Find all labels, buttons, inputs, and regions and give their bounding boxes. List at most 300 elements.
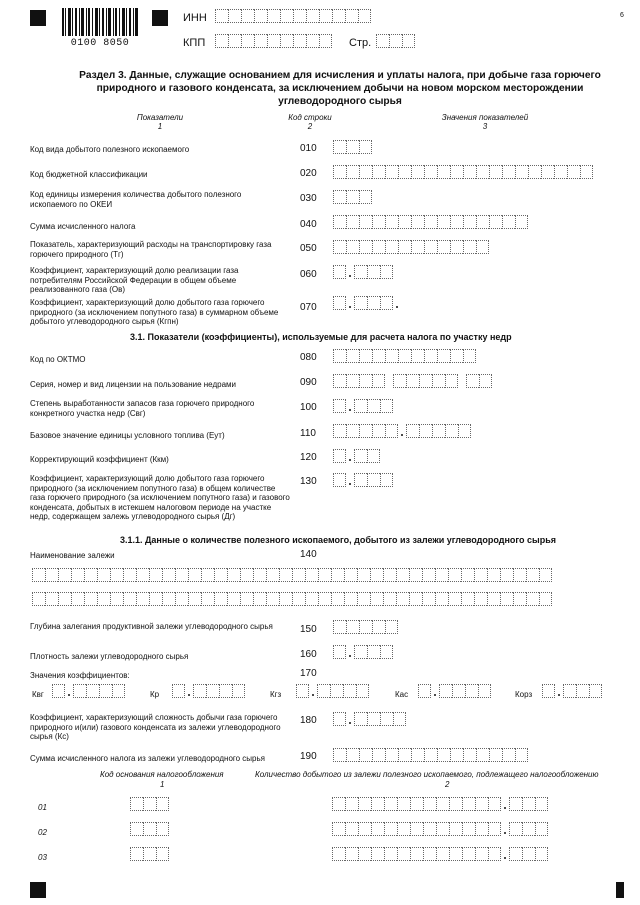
entry-cell[interactable] [253,592,266,606]
entry-cell[interactable] [385,215,398,229]
entry-cell[interactable] [539,592,552,606]
entry-cell[interactable] [397,847,410,861]
entry-cell[interactable] [424,748,437,762]
entry-cell[interactable] [333,748,346,762]
entry-cell[interactable] [359,190,372,204]
entry-cell[interactable] [346,374,359,388]
entry-cell[interactable] [515,165,528,179]
entry-cell[interactable] [333,712,346,726]
entry-cell[interactable] [345,797,358,811]
entry-cell[interactable] [136,592,149,606]
entry-cell[interactable] [462,797,475,811]
entry-cell[interactable] [296,684,309,698]
entry-cell[interactable] [317,684,330,698]
entry-cell[interactable] [450,215,463,229]
entry-cell[interactable] [305,568,318,582]
entry-cell[interactable] [385,424,398,438]
entry-cell[interactable] [539,568,552,582]
entry-cell[interactable] [143,797,156,811]
entry-cell[interactable] [266,568,279,582]
entry-cell[interactable] [344,568,357,582]
deposit-name-field-line-1[interactable] [32,568,552,582]
entry-cell[interactable] [396,568,409,582]
entry-cell[interactable] [489,215,502,229]
entry-cell[interactable] [463,748,476,762]
entry-cell[interactable] [475,797,488,811]
entry-cell[interactable] [331,568,344,582]
entry-cell[interactable] [448,592,461,606]
kpp-field[interactable] [215,34,332,48]
entry-cell[interactable] [576,684,589,698]
entry-cell[interactable] [435,592,448,606]
entry-cell[interactable] [214,568,227,582]
entry-cell[interactable] [123,592,136,606]
entry-cell[interactable] [358,847,371,861]
entry-cell[interactable] [398,748,411,762]
entry-cell[interactable] [359,165,372,179]
row-060-field[interactable] [333,265,393,279]
deposit-name-field-line-2[interactable] [32,592,552,606]
entry-cell[interactable] [418,684,431,698]
entry-cell[interactable] [156,822,169,836]
entry-cell[interactable] [332,847,345,861]
entry-cell[interactable] [354,645,367,659]
entry-cell[interactable] [130,847,143,861]
entry-cell[interactable] [110,568,123,582]
entry-cell[interactable] [227,592,240,606]
entry-cell[interactable] [86,684,99,698]
entry-cell[interactable] [45,592,58,606]
entry-cell[interactable] [293,9,306,23]
entry-cell[interactable] [423,847,436,861]
entry-cell[interactable] [354,449,367,463]
entry-cell[interactable] [463,165,476,179]
row-090-field[interactable] [333,374,492,388]
entry-cell[interactable] [73,684,86,698]
entry-cell[interactable] [372,374,385,388]
entry-cell[interactable] [215,34,228,48]
entry-cell[interactable] [411,165,424,179]
entry-cell[interactable] [333,399,346,413]
entry-cell[interactable] [410,822,423,836]
entry-cell[interactable] [445,374,458,388]
entry-cell[interactable] [487,592,500,606]
entry-cell[interactable] [436,797,449,811]
entry-cell[interactable] [478,684,491,698]
entry-cell[interactable] [458,424,471,438]
entry-cell[interactable] [279,568,292,582]
entry-cell[interactable] [489,748,502,762]
row-180-field[interactable] [333,712,406,726]
entry-cell[interactable] [123,568,136,582]
entry-cell[interactable] [432,374,445,388]
entry-cell[interactable] [306,9,319,23]
entry-cell[interactable] [398,215,411,229]
entry-cell[interactable] [372,215,385,229]
entry-cell[interactable] [502,165,515,179]
entry-cell[interactable] [346,424,359,438]
entry-cell[interactable] [356,684,369,698]
page-field[interactable] [376,34,415,48]
entry-cell[interactable] [333,190,346,204]
entry-cell[interactable] [437,349,450,363]
entry-cell[interactable] [332,822,345,836]
entry-cell[interactable] [97,592,110,606]
entry-cell[interactable] [367,399,380,413]
entry-cell[interactable] [371,847,384,861]
entry-cell[interactable] [580,165,593,179]
entry-cell[interactable] [502,215,515,229]
entry-cell[interactable] [410,797,423,811]
entry-cell[interactable] [488,847,501,861]
entry-cell[interactable] [367,449,380,463]
entry-cell[interactable] [424,349,437,363]
entry-cell[interactable] [305,592,318,606]
entry-cell[interactable] [367,296,380,310]
entry-cell[interactable] [528,165,541,179]
entry-cell[interactable] [488,822,501,836]
entry-cell[interactable] [424,240,437,254]
row-100-field[interactable] [333,399,393,413]
entry-cell[interactable] [449,847,462,861]
entry-cell[interactable] [380,265,393,279]
entry-cell[interactable] [228,34,241,48]
entry-cell[interactable] [359,374,372,388]
entry-cell[interactable] [411,215,424,229]
entry-cell[interactable] [463,349,476,363]
entry-cell[interactable] [383,568,396,582]
entry-cell[interactable] [462,822,475,836]
entry-cell[interactable] [372,165,385,179]
entry-cell[interactable] [333,473,346,487]
entry-cell[interactable] [343,684,356,698]
entry-cell[interactable] [450,240,463,254]
entry-cell[interactable] [461,568,474,582]
entry-cell[interactable] [380,473,393,487]
entry-cell[interactable] [32,592,45,606]
entry-cell[interactable] [384,797,397,811]
row-040-field[interactable] [333,215,528,229]
entry-cell[interactable] [436,822,449,836]
coef-kgz-field[interactable] [296,684,369,698]
entry-cell[interactable] [333,424,346,438]
entry-cell[interactable] [371,797,384,811]
entry-cell[interactable] [175,592,188,606]
entry-cell[interactable] [280,9,293,23]
entry-cell[interactable] [162,592,175,606]
entry-cell[interactable] [385,240,398,254]
entry-cell[interactable] [522,847,535,861]
entry-cell[interactable] [333,620,346,634]
entry-cell[interactable] [293,34,306,48]
entry-cell[interactable] [437,240,450,254]
entry-cell[interactable] [345,847,358,861]
entry-cell[interactable] [509,847,522,861]
entry-cell[interactable] [541,165,554,179]
entry-cell[interactable] [332,9,345,23]
entry-cell[interactable] [266,592,279,606]
entry-cell[interactable] [542,684,555,698]
entry-cell[interactable] [409,568,422,582]
table-row-02-amount-field[interactable] [332,822,548,836]
entry-cell[interactable] [253,568,266,582]
entry-cell[interactable] [227,568,240,582]
entry-cell[interactable] [267,34,280,48]
coef-kr-field[interactable] [172,684,245,698]
entry-cell[interactable] [201,568,214,582]
entry-cell[interactable] [333,449,346,463]
entry-cell[interactable] [143,847,156,861]
entry-cell[interactable] [149,592,162,606]
entry-cell[interactable] [240,568,253,582]
entry-cell[interactable] [554,165,567,179]
entry-cell[interactable] [526,568,539,582]
coef-kvg-field[interactable] [52,684,125,698]
entry-cell[interactable] [450,165,463,179]
entry-cell[interactable] [97,568,110,582]
entry-cell[interactable] [99,684,112,698]
entry-cell[interactable] [452,684,465,698]
entry-cell[interactable] [475,847,488,861]
coef-korz-field[interactable] [542,684,602,698]
entry-cell[interactable] [149,568,162,582]
entry-cell[interactable] [380,296,393,310]
entry-cell[interactable] [333,374,346,388]
entry-cell[interactable] [488,797,501,811]
entry-cell[interactable] [445,424,458,438]
entry-cell[interactable] [130,822,143,836]
entry-cell[interactable] [535,822,548,836]
entry-cell[interactable] [319,9,332,23]
entry-cell[interactable] [439,684,452,698]
entry-cell[interactable] [385,349,398,363]
entry-cell[interactable] [279,592,292,606]
entry-cell[interactable] [389,34,402,48]
entry-cell[interactable] [267,9,280,23]
entry-cell[interactable] [385,748,398,762]
entry-cell[interactable] [398,165,411,179]
entry-cell[interactable] [466,374,479,388]
entry-cell[interactable] [45,568,58,582]
entry-cell[interactable] [346,240,359,254]
entry-cell[interactable] [130,797,143,811]
inn-field[interactable] [215,9,371,23]
entry-cell[interactable] [84,592,97,606]
entry-cell[interactable] [450,349,463,363]
entry-cell[interactable] [254,9,267,23]
entry-cell[interactable] [346,748,359,762]
entry-cell[interactable] [359,140,372,154]
entry-cell[interactable] [254,34,267,48]
entry-cell[interactable] [331,592,344,606]
row-050-field[interactable] [333,240,489,254]
entry-cell[interactable] [475,822,488,836]
entry-cell[interactable] [515,215,528,229]
entry-cell[interactable] [206,684,219,698]
entry-cell[interactable] [509,822,522,836]
entry-cell[interactable] [354,473,367,487]
entry-cell[interactable] [398,349,411,363]
entry-cell[interactable] [172,684,185,698]
entry-cell[interactable] [201,592,214,606]
entry-cell[interactable] [424,215,437,229]
entry-cell[interactable] [423,822,436,836]
entry-cell[interactable] [219,684,232,698]
entry-cell[interactable] [398,240,411,254]
entry-cell[interactable] [354,296,367,310]
entry-cell[interactable] [435,568,448,582]
entry-cell[interactable] [371,822,384,836]
entry-cell[interactable] [346,140,359,154]
entry-cell[interactable] [306,34,319,48]
entry-cell[interactable] [357,568,370,582]
entry-cell[interactable] [385,620,398,634]
entry-cell[interactable] [354,712,367,726]
entry-cell[interactable] [522,797,535,811]
entry-cell[interactable] [423,797,436,811]
entry-cell[interactable] [193,684,206,698]
entry-cell[interactable] [422,592,435,606]
entry-cell[interactable] [461,592,474,606]
entry-cell[interactable] [397,822,410,836]
entry-cell[interactable] [84,568,97,582]
entry-cell[interactable] [354,399,367,413]
row-190-field[interactable] [333,748,528,762]
entry-cell[interactable] [346,620,359,634]
entry-cell[interactable] [380,712,393,726]
entry-cell[interactable] [333,349,346,363]
row-130-field[interactable] [333,473,393,487]
entry-cell[interactable] [372,748,385,762]
entry-cell[interactable] [476,748,489,762]
row-160-field[interactable] [333,645,393,659]
entry-cell[interactable] [112,684,125,698]
entry-cell[interactable] [411,748,424,762]
entry-cell[interactable] [535,797,548,811]
entry-cell[interactable] [437,215,450,229]
entry-cell[interactable] [358,822,371,836]
entry-cell[interactable] [358,9,371,23]
row-080-field[interactable] [333,349,476,363]
entry-cell[interactable] [241,34,254,48]
entry-cell[interactable] [346,215,359,229]
entry-cell[interactable] [409,592,422,606]
entry-cell[interactable] [384,847,397,861]
entry-cell[interactable] [58,568,71,582]
entry-cell[interactable] [522,822,535,836]
entry-cell[interactable] [333,140,346,154]
row-110-field[interactable] [333,424,471,438]
entry-cell[interactable] [357,592,370,606]
entry-cell[interactable] [489,165,502,179]
table-row-01-code-field[interactable] [130,797,169,811]
entry-cell[interactable] [448,568,461,582]
entry-cell[interactable] [241,9,254,23]
entry-cell[interactable] [333,215,346,229]
entry-cell[interactable] [333,265,346,279]
table-row-02-code-field[interactable] [130,822,169,836]
entry-cell[interactable] [370,592,383,606]
entry-cell[interactable] [393,374,406,388]
entry-cell[interactable] [487,568,500,582]
row-070-field[interactable] [333,296,401,310]
entry-cell[interactable] [589,684,602,698]
entry-cell[interactable] [462,847,475,861]
entry-cell[interactable] [156,847,169,861]
entry-cell[interactable] [376,34,389,48]
entry-cell[interactable] [479,374,492,388]
entry-cell[interactable] [110,592,123,606]
entry-cell[interactable] [432,424,445,438]
row-020-field[interactable] [333,165,593,179]
table-row-03-code-field[interactable] [130,847,169,861]
entry-cell[interactable] [406,374,419,388]
entry-cell[interactable] [563,684,576,698]
entry-cell[interactable] [367,712,380,726]
entry-cell[interactable] [515,748,528,762]
entry-cell[interactable] [535,847,548,861]
entry-cell[interactable] [228,9,241,23]
entry-cell[interactable] [345,822,358,836]
entry-cell[interactable] [188,592,201,606]
entry-cell[interactable] [513,568,526,582]
entry-cell[interactable] [214,592,227,606]
entry-cell[interactable] [143,822,156,836]
entry-cell[interactable] [52,684,65,698]
entry-cell[interactable] [500,568,513,582]
entry-cell[interactable] [370,568,383,582]
entry-cell[interactable] [346,190,359,204]
entry-cell[interactable] [380,645,393,659]
entry-cell[interactable] [333,165,346,179]
entry-cell[interactable] [422,568,435,582]
entry-cell[interactable] [162,568,175,582]
entry-cell[interactable] [372,349,385,363]
entry-cell[interactable] [292,592,305,606]
table-row-01-amount-field[interactable] [332,797,548,811]
entry-cell[interactable] [372,424,385,438]
entry-cell[interactable] [476,240,489,254]
entry-cell[interactable] [367,645,380,659]
entry-cell[interactable] [346,349,359,363]
entry-cell[interactable] [402,34,415,48]
row-150-field[interactable] [333,620,398,634]
row-030-field[interactable] [333,190,372,204]
entry-cell[interactable] [502,748,515,762]
entry-cell[interactable] [513,592,526,606]
entry-cell[interactable] [567,165,580,179]
entry-cell[interactable] [437,748,450,762]
entry-cell[interactable] [450,748,463,762]
entry-cell[interactable] [367,473,380,487]
entry-cell[interactable] [393,712,406,726]
entry-cell[interactable] [333,296,346,310]
entry-cell[interactable] [344,592,357,606]
entry-cell[interactable] [372,620,385,634]
entry-cell[interactable] [411,349,424,363]
entry-cell[interactable] [32,568,45,582]
entry-cell[interactable] [156,797,169,811]
entry-cell[interactable] [358,797,371,811]
entry-cell[interactable] [419,424,432,438]
entry-cell[interactable] [463,240,476,254]
row-010-field[interactable] [333,140,372,154]
entry-cell[interactable] [410,847,423,861]
entry-cell[interactable] [449,797,462,811]
entry-cell[interactable] [397,797,410,811]
entry-cell[interactable] [354,265,367,279]
entry-cell[interactable] [280,34,293,48]
